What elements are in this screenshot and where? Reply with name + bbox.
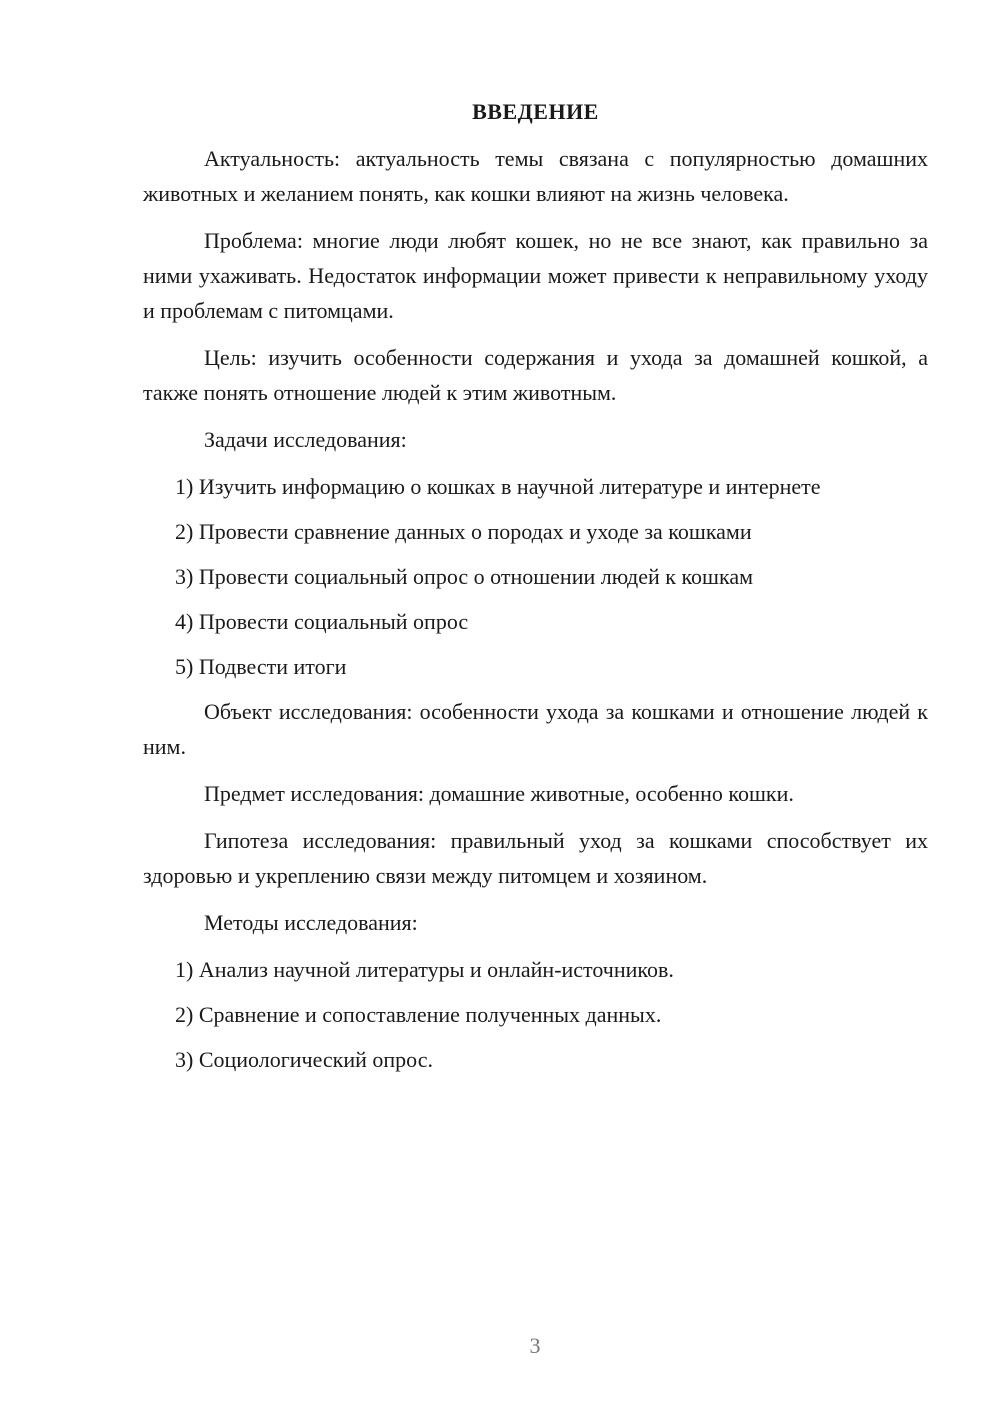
method-item-2: 2) Сравнение и сопоставление полученных данных.: [175, 1002, 662, 1027]
problem-paragraph: Проблема: многие люди любят кошек, но не все знают, как правильно за ними ухаживать. Недостаток информации может привести к неправильному уходу и проблемам с питомцами.: [143, 228, 928, 323]
method-item-3: 3) Социологический опрос.: [175, 1047, 433, 1072]
task-item-3: 3) Провести социальный опрос о отношении людей к кошкам: [175, 564, 754, 589]
methods-heading: Методы исследования:: [204, 910, 418, 935]
task-item-1: 1) Изучить информацию о кошках в научной литературе и интернете: [175, 474, 821, 499]
task-item-2: 2) Провести сравнение данных о породах и уходе за кошками: [175, 519, 752, 544]
tasks-heading: Задачи исследования:: [204, 427, 407, 452]
goal-paragraph: Цель: изучить особенности содержания и ухода за домашней кошкой, а также понять отношение людей к этим животным.: [143, 345, 928, 405]
hypothesis-paragraph: Гипотеза исследования: правильный уход за кошками способствует их здоровью и укреплению связи между питомцем и хозяином.: [143, 828, 928, 888]
page-number: 3: [529, 1333, 541, 1358]
subject-paragraph: Предмет исследования: домашние животные, особенно кошки.: [204, 781, 794, 806]
object-paragraph: Объект исследования: особенности ухода за кошками и отношение людей к ним.: [143, 699, 928, 759]
page-content: [143, 94, 928, 1087]
page-title: ВВЕДЕНИЕ: [472, 99, 599, 124]
method-item-1: 1) Анализ научной литературы и онлайн-источников.: [175, 957, 674, 982]
relevance-paragraph: Актуальность: актуальность темы связана с популярностью домашних животных и желанием понять, как кошки влияют на жизнь человека.: [143, 146, 928, 206]
task-item-4: 4) Провести социальный опрос: [175, 609, 469, 634]
task-item-5: 5) Подвести итоги: [175, 654, 347, 679]
